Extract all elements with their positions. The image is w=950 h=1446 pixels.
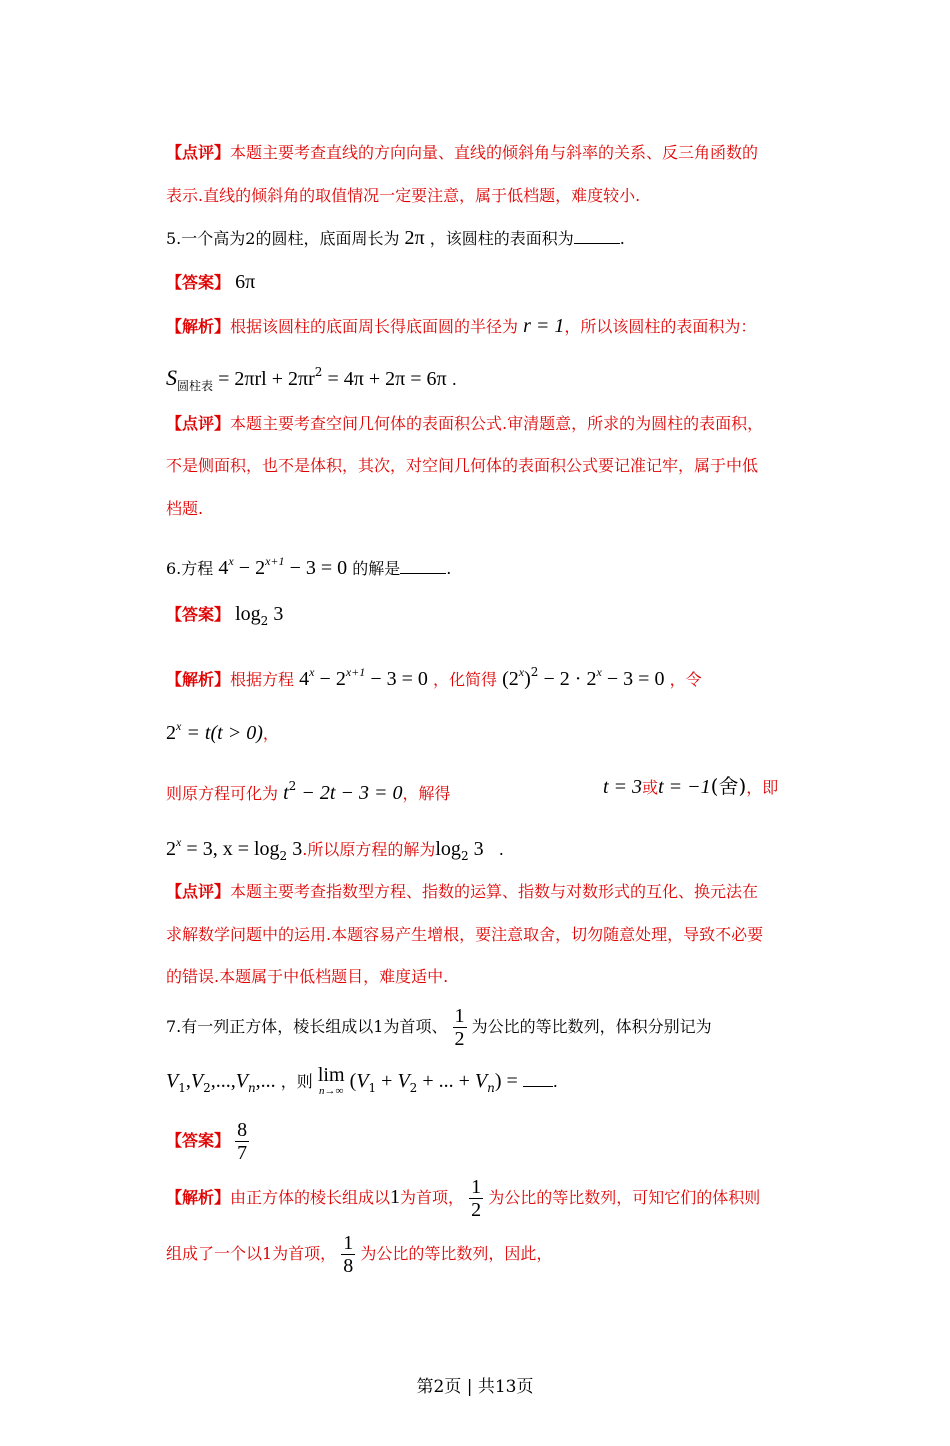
- q7-answer: [166, 1116, 249, 1166]
- q5-formula-sq: 2: [314, 365, 323, 379]
- q6-final-log-arg: 3: [473, 838, 484, 860]
- q6-result-base: 2: [166, 838, 176, 860]
- q6-answer-log-arg: 3: [273, 603, 284, 625]
- q7-analysis-text-5: 为公比的等比数列，因此，: [360, 1244, 553, 1263]
- q6-final-log: log: [435, 838, 461, 860]
- q4-comment-text-1: 本题主要考查直线的方向向量、直线的倾斜角与斜率的关系、反三角函数的: [230, 143, 759, 162]
- answer-tag: 【答案】: [166, 605, 231, 624]
- q6-comment-text-2: 求解数学问题中的运用.本题容易产生增根，要注意取舍，切勿随意处理，导致不必要: [166, 925, 764, 944]
- q7-answer-blank: [523, 1072, 553, 1087]
- q6-suffix: 的解是: [352, 559, 401, 578]
- q6-answer-blank: [400, 559, 446, 574]
- q6-analysis-text-3: ，令: [669, 670, 702, 689]
- q4-comment-line-2: [166, 186, 640, 206]
- q6-question: [166, 551, 451, 579]
- q7-volume-ratio: [341, 1232, 355, 1277]
- q7-then: ，则: [280, 1072, 313, 1091]
- q5-answer: [166, 272, 255, 293]
- q6-result-log-base: 2: [279, 849, 288, 863]
- q6-answer-log-base: 2: [260, 614, 269, 628]
- q4-comment-line-1: [166, 143, 758, 163]
- q6-comment-line-2: [166, 925, 763, 945]
- q6-simplified-rest: − 2 · 2: [543, 668, 597, 690]
- q5-formula: [166, 362, 457, 396]
- q7-answer-fraction: [235, 1119, 249, 1164]
- q5-radius: r = 1: [523, 315, 565, 337]
- q6-quad-rest: − 2t − 3 = 0: [301, 782, 403, 804]
- q6-sub-rest: = t(t > 0): [186, 722, 263, 744]
- q6-analysis-line-1: [166, 662, 702, 690]
- q5-formula-sub: 圆柱表: [177, 379, 214, 393]
- q6-analysis-text-7: .所以原方程的解为: [302, 840, 436, 859]
- q6-a1-eq-exp-x1: x+1: [345, 665, 366, 679]
- q5-formula-dot: .: [451, 370, 457, 389]
- q6-final-dot: .: [498, 840, 504, 859]
- q6-eq-base4: 4: [218, 557, 229, 579]
- q7-analysis-text: 由正方体的棱长组成以: [230, 1188, 391, 1207]
- q6-analysis-line-3-right: [603, 776, 778, 798]
- q5-analysis-line-1: [166, 316, 756, 337]
- comment-tag: 【点评】: [166, 143, 231, 162]
- q6-simplified-sq: 2: [530, 665, 539, 679]
- q7-ratio-num: 1: [454, 1005, 465, 1027]
- q6-comment-text-1: 本题主要考查指数型方程、指数的运算、指数与对数形式的互化、换元法在: [230, 882, 759, 901]
- q5-comment-text-2: 不是侧面积，也不是体积，其次，对空间几何体的表面积公式要记准记牢，属于中低: [166, 456, 759, 475]
- q6-prefix: 6.方程: [166, 559, 214, 578]
- q6-answer: [166, 604, 283, 631]
- q7-analysis-text-4: 组成了一个以1为首项，: [166, 1244, 337, 1263]
- q6-analysis-line-2: [166, 716, 279, 744]
- q6-comment-text-3: 的错误.本题属于中低档题目，难度适中.: [166, 967, 449, 986]
- q7-analysis-text-3: 为公比的等比数列，可知它们的体积则: [488, 1188, 761, 1207]
- q6-simplified-exp-x2: x: [596, 665, 602, 679]
- q6-root-or: 或: [642, 778, 659, 797]
- q6-a1-eq-end: − 3 = 0: [370, 668, 428, 690]
- comment-tag: 【点评】: [166, 882, 231, 901]
- q5-suffix: ，该圆柱的表面积为: [429, 229, 574, 248]
- q6-analysis-line-3: [166, 776, 450, 804]
- q7-answer-num: 8: [237, 1119, 248, 1141]
- q6-quad-sq: 2: [288, 779, 297, 793]
- q5-comment-line-3: [166, 499, 203, 519]
- q6-end: .: [446, 559, 452, 578]
- q7-limit: [317, 1063, 345, 1099]
- q7-suffix: 为公比的等比数列，体积分别记为: [471, 1017, 712, 1036]
- q6-sub-exp-x: x: [176, 719, 182, 733]
- q6-final-log-base: 2: [460, 849, 469, 863]
- q6-simplified-close: ): [524, 668, 531, 690]
- q6-simplified-exp-x: x: [518, 665, 525, 679]
- q4-comment-text-2: 表示.直线的倾斜角的取值情况一定要注意，属于低档题，难度较小.: [166, 186, 641, 205]
- comment-tag: 【点评】: [166, 414, 231, 433]
- q7-volume-ratio-num: 1: [343, 1232, 354, 1254]
- q6-eq-exp-x1: x+1: [265, 554, 285, 568]
- q5-prefix: 5.一个高为2的圆柱，底面周长为: [166, 229, 400, 248]
- q6-a1-eq-mid: − 2: [319, 668, 346, 690]
- q6-eq-mid: − 2: [238, 557, 266, 579]
- q6-comment-line-3: [166, 967, 448, 987]
- q5-comment-text-3: 档题.: [166, 499, 204, 518]
- q7-analysis-line-2: [166, 1229, 552, 1279]
- answer-tag: 【答案】: [166, 1131, 231, 1150]
- answer-tag: 【答案】: [166, 273, 231, 292]
- q6-analysis-text-4: 则原方程可化为: [166, 784, 279, 803]
- q5-analysis-text: 根据该圆柱的底面周长得底面圆的半径为: [230, 317, 519, 336]
- q7-analysis-line-1: [166, 1172, 760, 1223]
- q6-analysis-text-5: ，解得: [402, 784, 451, 803]
- q5-question: [166, 228, 625, 249]
- q7-prefix: 7.有一列正方体，棱长组成以1为首项、: [166, 1017, 448, 1036]
- q6-root-minus1: t = −1: [658, 776, 711, 798]
- q5-comment-line-2: [166, 456, 758, 476]
- q5-answer-value: 6π: [235, 271, 256, 293]
- q6-eq-end: − 3 = 0: [289, 557, 348, 579]
- q5-value: 2π: [404, 227, 425, 249]
- q6-simplified-open: (2: [502, 668, 519, 690]
- q7-analysis-ratio-num: 1: [471, 1176, 482, 1198]
- q6-eq-exp-x: x: [228, 554, 234, 568]
- q6-sub-comma: ，: [262, 724, 279, 743]
- q5-formula-end: = 4π + 2π = 6π: [327, 368, 447, 390]
- q6-result-exp-x: x: [176, 835, 182, 849]
- q6-answer-log: log: [235, 603, 261, 625]
- page-footer: 第2页 | 共13页: [416, 1377, 534, 1397]
- q5-answer-blank: [574, 229, 620, 244]
- q7-analysis-text-2: 为首项，: [400, 1188, 465, 1207]
- q5-analysis-text-2: ，所以该圆柱的表面积为：: [564, 317, 757, 336]
- q7-question-line-2: $V_1,V_2,...,V_n$,... ，则 lim n→∞ ($V_1 + V_2$ + ... + $V_n$) = .: [166, 1063, 558, 1097]
- q7-limit-sub: n→∞: [319, 1084, 344, 1097]
- q6-root-discard: (舍): [710, 774, 747, 798]
- q7-question-line-1: [166, 1004, 712, 1050]
- q6-quad-t: t: [283, 782, 289, 804]
- q6-analysis-text-2: ，化简得: [433, 670, 498, 689]
- q6-a1-eq-base4: 4: [299, 668, 310, 690]
- q5-formula-s: S: [166, 365, 177, 390]
- q6-a1-eq-exp-x: x: [309, 665, 315, 679]
- q6-result-log-arg: 3: [292, 838, 303, 860]
- q7-first-term: 1: [390, 1186, 401, 1208]
- q5-end: .: [619, 229, 625, 248]
- q6-sub-base: 2: [166, 722, 176, 744]
- q7-end: .: [552, 1072, 558, 1091]
- q7-volume-ratio-den: 8: [343, 1255, 354, 1277]
- q6-root-3: t = 3: [603, 776, 643, 798]
- q6-analysis-text: 根据方程: [230, 670, 295, 689]
- q7-analysis-ratio-den: 2: [471, 1199, 482, 1221]
- q7-analysis-ratio: [469, 1176, 483, 1221]
- q7-answer-den: 7: [237, 1142, 248, 1164]
- q7-limit-word: lim: [317, 1063, 345, 1086]
- q6-comment-line-1: [166, 882, 758, 902]
- q5-comment-line-1: [166, 414, 763, 434]
- q5-formula-rhs: = 2πrl + 2πr: [218, 368, 315, 390]
- q6-analysis-text-6: ，即: [746, 778, 779, 797]
- q6-simplified-end: − 3 = 0: [606, 668, 665, 690]
- q6-result-rest: = 3, x = log: [186, 838, 280, 860]
- q6-analysis-line-4: [166, 832, 504, 866]
- analysis-tag: 【解析】: [166, 1188, 231, 1207]
- q7-ratio-fraction: [453, 1005, 467, 1050]
- analysis-tag: 【解析】: [166, 670, 231, 689]
- analysis-tag: 【解析】: [166, 317, 231, 336]
- q5-comment-text-1: 本题主要考查空间几何体的表面积公式.审清题意，所求的为圆柱的表面积，: [230, 414, 764, 433]
- q7-ratio-den: 2: [454, 1028, 465, 1050]
